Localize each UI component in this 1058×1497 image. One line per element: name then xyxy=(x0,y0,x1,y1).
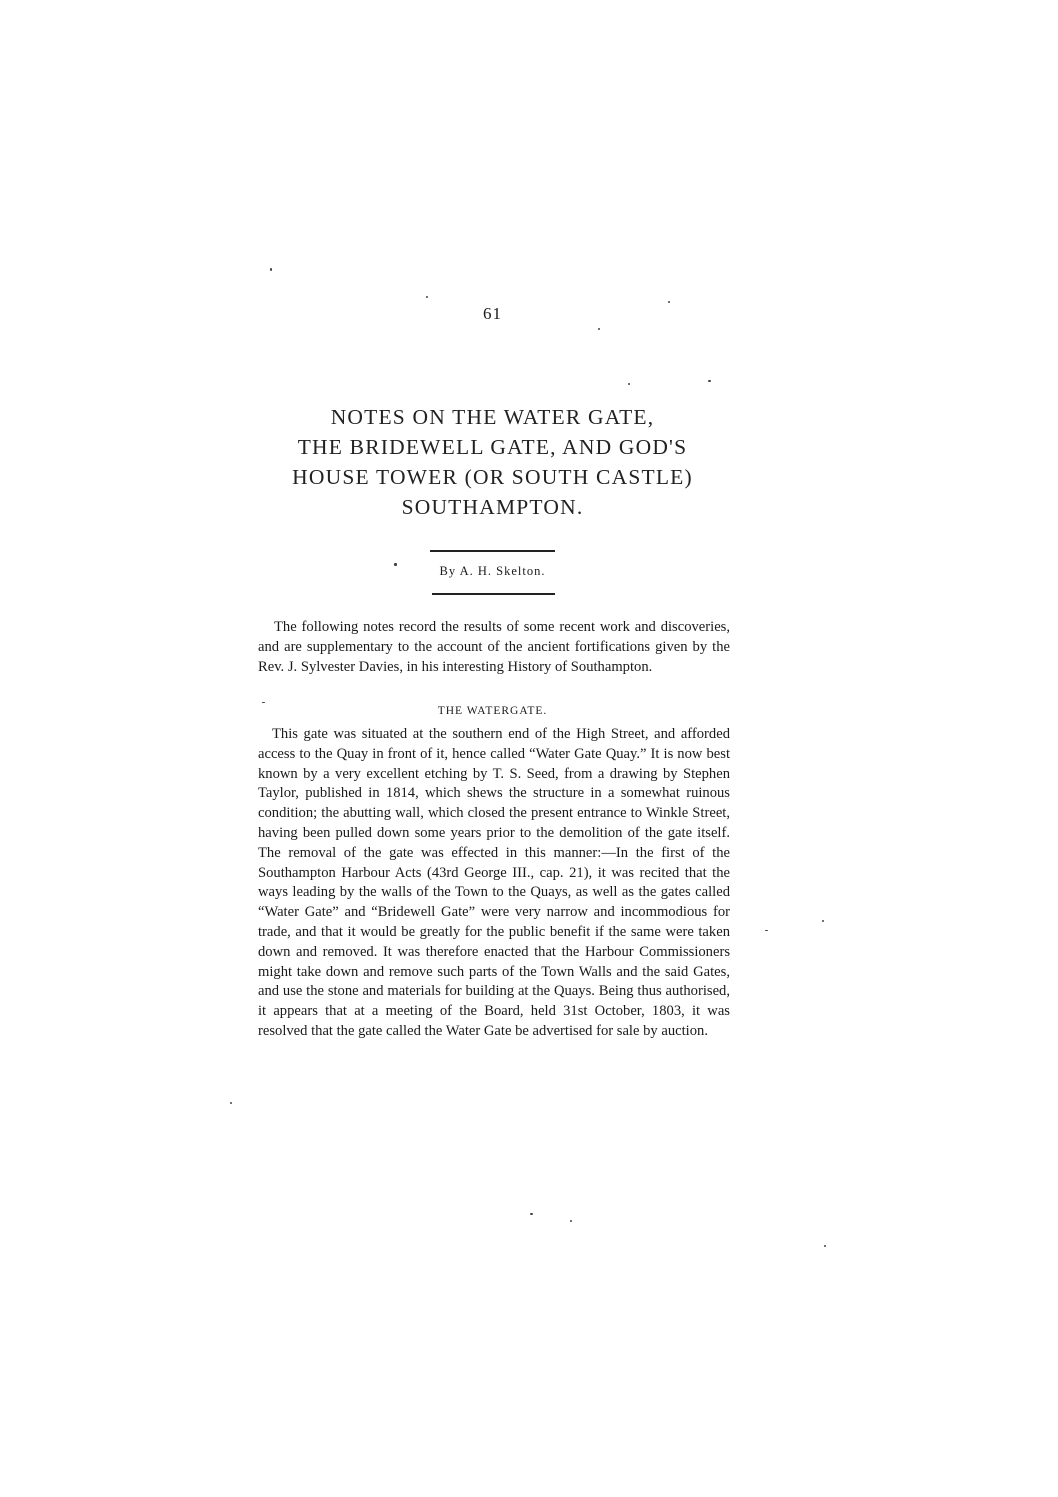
scan-speck xyxy=(426,296,428,298)
scan-speck xyxy=(270,268,272,271)
scan-speck xyxy=(570,1220,572,1222)
scan-speck xyxy=(598,328,600,330)
divider-rule xyxy=(430,550,555,552)
scan-speck xyxy=(262,702,265,703)
section-heading: THE WATERGATE. xyxy=(437,705,548,717)
scan-speck xyxy=(708,380,711,382)
divider-rule xyxy=(432,593,555,595)
scan-speck xyxy=(230,1102,232,1104)
author-byline: By A. H. Skelton. xyxy=(439,564,546,578)
title-line-1: NOTES ON THE WATER GATE, xyxy=(330,405,655,429)
scan-speck xyxy=(668,301,670,303)
title-line-4: SOUTHAMPTON. xyxy=(401,495,584,519)
scan-speck xyxy=(530,1213,533,1215)
page-number: 61 xyxy=(483,304,502,323)
scan-speck xyxy=(765,930,768,931)
section-paragraph: This gate was situated at the southern end of the High Street, and afforded access to the Quay in front of it, hence called “Water Gate Quay.” It is now best known by a very excellent etching by T. S. Seed, from a drawing by Stephen Taylor, published in 1814, which shews the structure in a somewhat ruinous condition; the abutting wall, which closed the present entrance to Winkle Street, having been pulled down some years prior to the demolition of the gate itself. The removal of the gate was effected in this manner:—In the first of the Southampton Harbour Acts (43rd George III., cap. 21), it was recited that the ways leading by the walls of the Town to the Quays, as well as the gates called “Water Gate” and “Bridewell Gate” were very narrow and incommodious for trade, and that it would be greatly for the public benefit if the same were taken down and removed. It was therefore enacted that the Harbour Commissioners might take down and remove such parts of the Town Walls and the said Gates, and use the stone and materials for building at the Quays. Being thus authorised, it appears that at a meeting of the Board, held 31st October, 1803, it was resolved that the gate called the Water Gate be advertised for sale by auction. xyxy=(258,726,730,1039)
title-line-2: THE BRIDEWELL GATE, AND GOD'S xyxy=(297,435,688,459)
article-title xyxy=(200,402,785,522)
intro-paragraph: The following notes record the results of some recent work and discoveries, and are supplementary to the account of the ancient fortifications given by the Rev. J. Sylvester Davies, in his interesting History of Southampton. xyxy=(258,619,730,675)
scan-speck xyxy=(394,563,397,566)
title-line-3: HOUSE TOWER (OR SOUTH CASTLE) xyxy=(292,465,693,489)
scan-speck xyxy=(628,383,630,385)
scan-speck xyxy=(822,920,824,922)
scan-speck xyxy=(824,1245,826,1247)
